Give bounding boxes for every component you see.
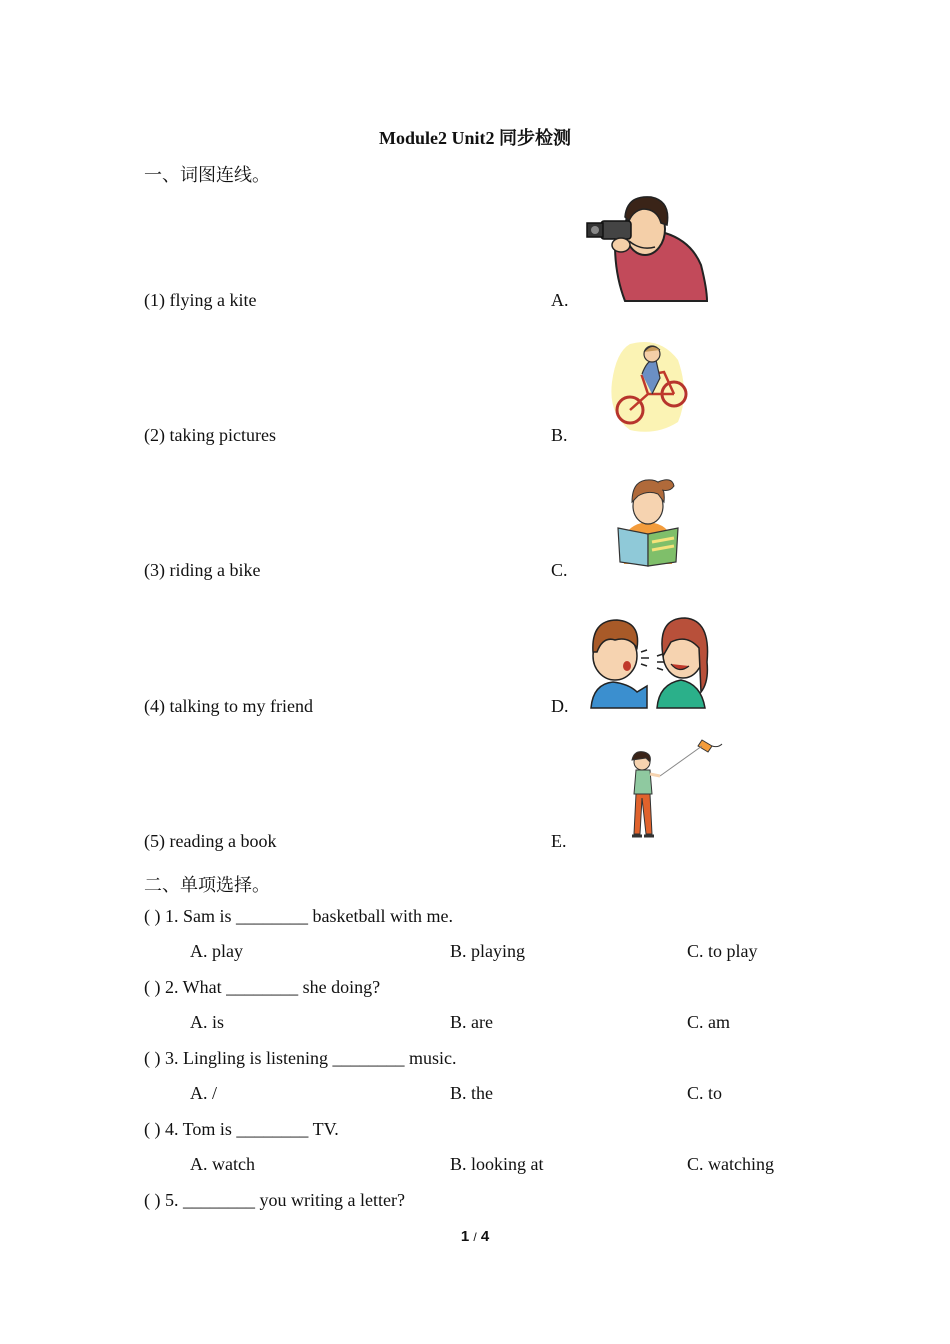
page-separator: / bbox=[473, 1230, 477, 1244]
question-3: ( ) 3. Lingling is listening ________ music. bbox=[144, 1048, 457, 1068]
question-1-option-a: A. play bbox=[190, 941, 243, 961]
question-4: ( ) 4. Tom is ________ TV. bbox=[144, 1119, 339, 1139]
page-title: Module2 Unit2 同步检测 bbox=[378, 128, 571, 148]
match-item-2: (2) taking pictures bbox=[144, 425, 276, 445]
question-3-option-b: B. the bbox=[450, 1083, 493, 1103]
question-3-option-a: A. / bbox=[190, 1083, 217, 1103]
page-total: 4 bbox=[480, 1228, 490, 1245]
match-letter-c: C. bbox=[551, 560, 568, 580]
question-3-option-c: C. to bbox=[687, 1083, 723, 1103]
section2-heading: 二、单项选择。 bbox=[144, 875, 270, 895]
match-letter-d: D. bbox=[551, 696, 569, 716]
page-number bbox=[0, 1228, 950, 1245]
match-item-3: (3) riding a bike bbox=[144, 560, 261, 580]
girl-reading-book-image bbox=[614, 472, 680, 568]
question-1-option-b: B. playing bbox=[450, 941, 525, 961]
page-current: 1 bbox=[460, 1228, 470, 1245]
question-2-option-a: A. is bbox=[190, 1012, 225, 1032]
question-2-option-b: B. are bbox=[450, 1012, 493, 1032]
man-taking-pictures-image bbox=[585, 193, 711, 305]
match-item-5: (5) reading a book bbox=[144, 831, 277, 851]
match-letter-e: E. bbox=[551, 831, 567, 851]
girl-flying-kite-image bbox=[624, 734, 726, 844]
section1-heading: 一、词图连线。 bbox=[144, 165, 270, 185]
question-2: ( ) 2. What ________ she doing? bbox=[144, 977, 381, 997]
kids-talking-image bbox=[585, 612, 711, 710]
question-4-option-a: A. watch bbox=[190, 1154, 255, 1174]
boy-riding-bike-image bbox=[608, 338, 692, 436]
question-2-option-c: C. am bbox=[687, 1012, 730, 1032]
question-1: ( ) 1. Sam is ________ basketball with me. bbox=[144, 906, 453, 926]
match-item-4: (4) talking to my friend bbox=[144, 696, 313, 716]
question-1-option-c: C. to play bbox=[687, 941, 758, 961]
question-5: ( ) 5. ________ you writing a letter? bbox=[144, 1190, 405, 1210]
question-4-option-b: B. looking at bbox=[450, 1154, 544, 1174]
match-letter-a: A. bbox=[551, 290, 569, 310]
question-4-option-c: C. watching bbox=[687, 1154, 774, 1174]
match-letter-b: B. bbox=[551, 425, 568, 445]
match-item-1: (1) flying a kite bbox=[144, 290, 257, 310]
